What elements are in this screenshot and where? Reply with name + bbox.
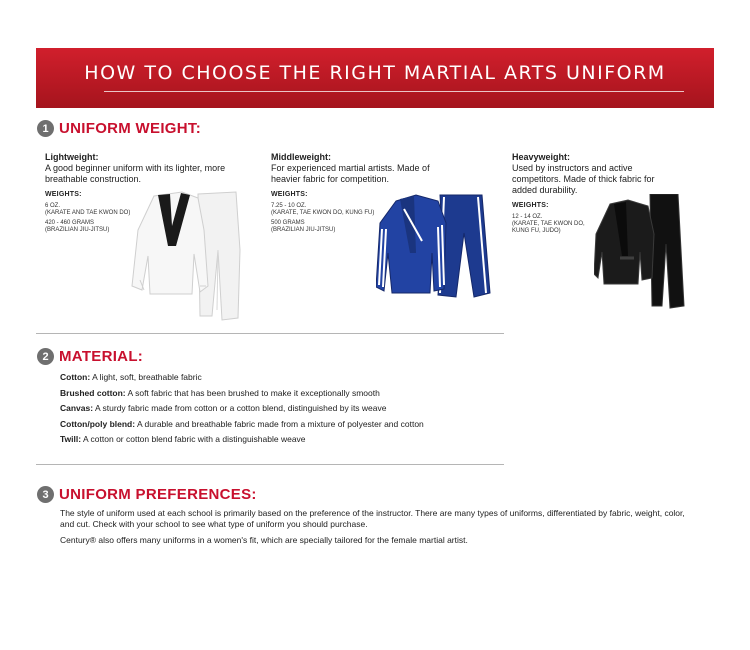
material-definition: A cotton or cotton blend fabric with a distinguishable weave: [81, 434, 306, 444]
black-uniform-image: [594, 194, 688, 312]
weight-name: Middleweight:: [271, 152, 331, 162]
section-number-badge: 1: [37, 120, 54, 137]
material-item: [60, 403, 424, 419]
section-preferences-heading: [37, 486, 257, 503]
weight-description: Used by instructors and active competitors. Made of thick fabric for added durability.: [512, 163, 655, 195]
weight-description: A good beginner uniform with its lighter, more breathable construction.: [45, 163, 226, 184]
material-list: [60, 372, 424, 450]
material-definition: A soft fabric that has been brushed to make it exceptionally smooth: [125, 387, 380, 398]
white-uniform-image: [128, 190, 246, 322]
material-term: Cotton/poly blend:: [60, 418, 136, 429]
weight-name: Heavyweight:: [512, 152, 571, 162]
weights-label: WEIGHTS:: [45, 191, 82, 198]
preferences-paragraph: The style of uniform used at each school is primarily based on the preference of the instructor. There are many types of uniforms, differentiated by fabric, weight, color, and cut. Check with your school to see what type of uniform you should purchase.: [60, 508, 685, 529]
weight-description: For experienced martial artists. Made of heavier fabric for competition.: [271, 163, 430, 184]
weight-values: 12 - 14 OZ. (KARATE, TAE KWON DO, KUNG FU, JUDO): [512, 214, 585, 234]
section-number-badge: 2: [37, 348, 54, 365]
material-item: [60, 388, 424, 404]
section-divider: [36, 333, 504, 334]
material-term: Twill:: [60, 434, 82, 444]
section-divider: [36, 464, 504, 465]
section-title: MATERIAL:: [59, 348, 144, 365]
material-term: Brushed cotton:: [60, 387, 126, 398]
material-term: Canvas:: [60, 403, 94, 413]
weights-label: WEIGHTS:: [512, 202, 549, 209]
section-title: UNIFORM WEIGHT:: [59, 120, 201, 137]
material-definition: A sturdy fabric made from cotton or a cotton blend, distinguished by its weave: [93, 403, 387, 413]
material-definition: A durable and breathable fabric made from a mixture of polyester and cotton: [135, 418, 424, 429]
material-item: [60, 434, 424, 450]
section-material-heading: [37, 348, 143, 365]
section-title: UNIFORM PREFERENCES:: [59, 486, 257, 503]
weight-values: 6 OZ. (KARATE AND TAE KWON DO) 420 - 460 GRAMS (BRAZILIAN JIU-JITSU): [45, 203, 131, 233]
page-title: HOW TO CHOOSE THE RIGHT MARTIAL ARTS UNIFORM: [84, 62, 666, 84]
material-item: [60, 372, 424, 388]
weights-label: WEIGHTS:: [271, 191, 308, 198]
weight-values: 7.25 - 10 OZ. (KARATE, TAE KWON DO, KUNG FU) 500 GRAMS (BRAZILIAN JIU-JITSU): [271, 203, 375, 233]
preferences-paragraph: Century® also offers many uniforms in a women's fit, which are specially tailored for the female martial artist.: [60, 535, 468, 545]
section-number-badge: 3: [37, 486, 54, 503]
preferences-text: [60, 508, 700, 551]
banner-rule: [104, 91, 684, 92]
material-term: Cotton:: [60, 372, 91, 382]
blue-uniform-image: [376, 193, 496, 301]
weight-name: Lightweight:: [45, 152, 99, 162]
header-banner: [36, 48, 714, 108]
material-item: [60, 419, 424, 435]
section-uniform-weight-heading: [37, 120, 201, 137]
material-definition: A light, soft, breathable fabric: [90, 372, 202, 382]
